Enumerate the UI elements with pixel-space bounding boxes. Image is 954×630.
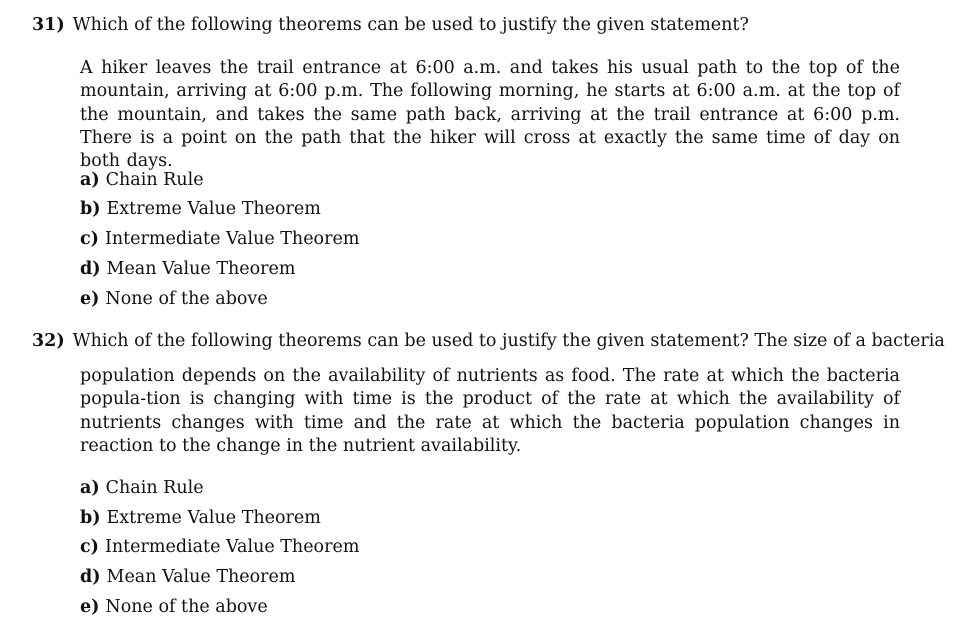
choice-letter: e)	[80, 597, 100, 617]
choice-text: Chain Rule	[105, 478, 204, 498]
choice-e[interactable]	[80, 596, 268, 618]
choice-text: Mean Value Theorem	[106, 567, 296, 587]
choice-letter: a)	[80, 478, 100, 498]
choice-text: Intermediate Value Theorem	[104, 229, 360, 249]
choice-text: Chain Rule	[105, 170, 204, 190]
choice-letter: e)	[80, 289, 100, 309]
choice-b[interactable]	[80, 507, 321, 529]
choice-letter: c)	[80, 229, 99, 249]
question-number: 31)	[32, 15, 65, 35]
question-statement: population depends on the availability of nutrients as food. The rate at which the bacteria popula-tion is changing with time is the product of the rate at which the availability of nutrients changes with time and the rate at which the bacteria population changes in reaction to the change in the nutrient availability.	[80, 366, 900, 456]
question-number: 32)	[32, 331, 65, 351]
choice-letter: a)	[80, 170, 100, 190]
choice-text: None of the above	[105, 597, 268, 617]
choice-text: Mean Value Theorem	[106, 259, 296, 279]
question-31-header	[32, 14, 749, 36]
choice-c[interactable]	[80, 228, 359, 250]
choice-d[interactable]	[80, 258, 295, 280]
question-prompt: Which of the following theorems can be used to justify the given statement? The size of a bacteria	[72, 331, 945, 351]
choice-b[interactable]	[80, 198, 321, 220]
choice-c[interactable]	[80, 536, 359, 558]
question-32-header	[32, 330, 945, 352]
question-statement: A hiker leaves the trail entrance at 6:00 a.m. and takes his usual path to the top of the mountain, arriving at 6:00 p.m. The following morning, he starts at 6:00 a.m. at the top of the mountain, and takes the same path back, arriving at the trail entrance at 6:00 p.m. There is a point on the path that the hiker will cross at exactly the same time of day on both days.	[80, 58, 900, 172]
choice-a[interactable]	[80, 169, 204, 191]
choice-a[interactable]	[80, 477, 204, 499]
choice-text: None of the above	[105, 289, 268, 309]
choice-letter: d)	[80, 259, 101, 279]
choice-letter: b)	[80, 508, 101, 528]
question-prompt: Which of the following theorems can be used to justify the given statement?	[72, 15, 749, 35]
choice-letter: c)	[80, 537, 99, 557]
choice-letter: d)	[80, 567, 101, 587]
choice-e[interactable]	[80, 288, 268, 310]
choice-text: Extreme Value Theorem	[106, 199, 321, 219]
choice-text: Intermediate Value Theorem	[104, 537, 360, 557]
choice-d[interactable]	[80, 566, 295, 588]
choice-letter: b)	[80, 199, 101, 219]
choice-text: Extreme Value Theorem	[106, 508, 321, 528]
